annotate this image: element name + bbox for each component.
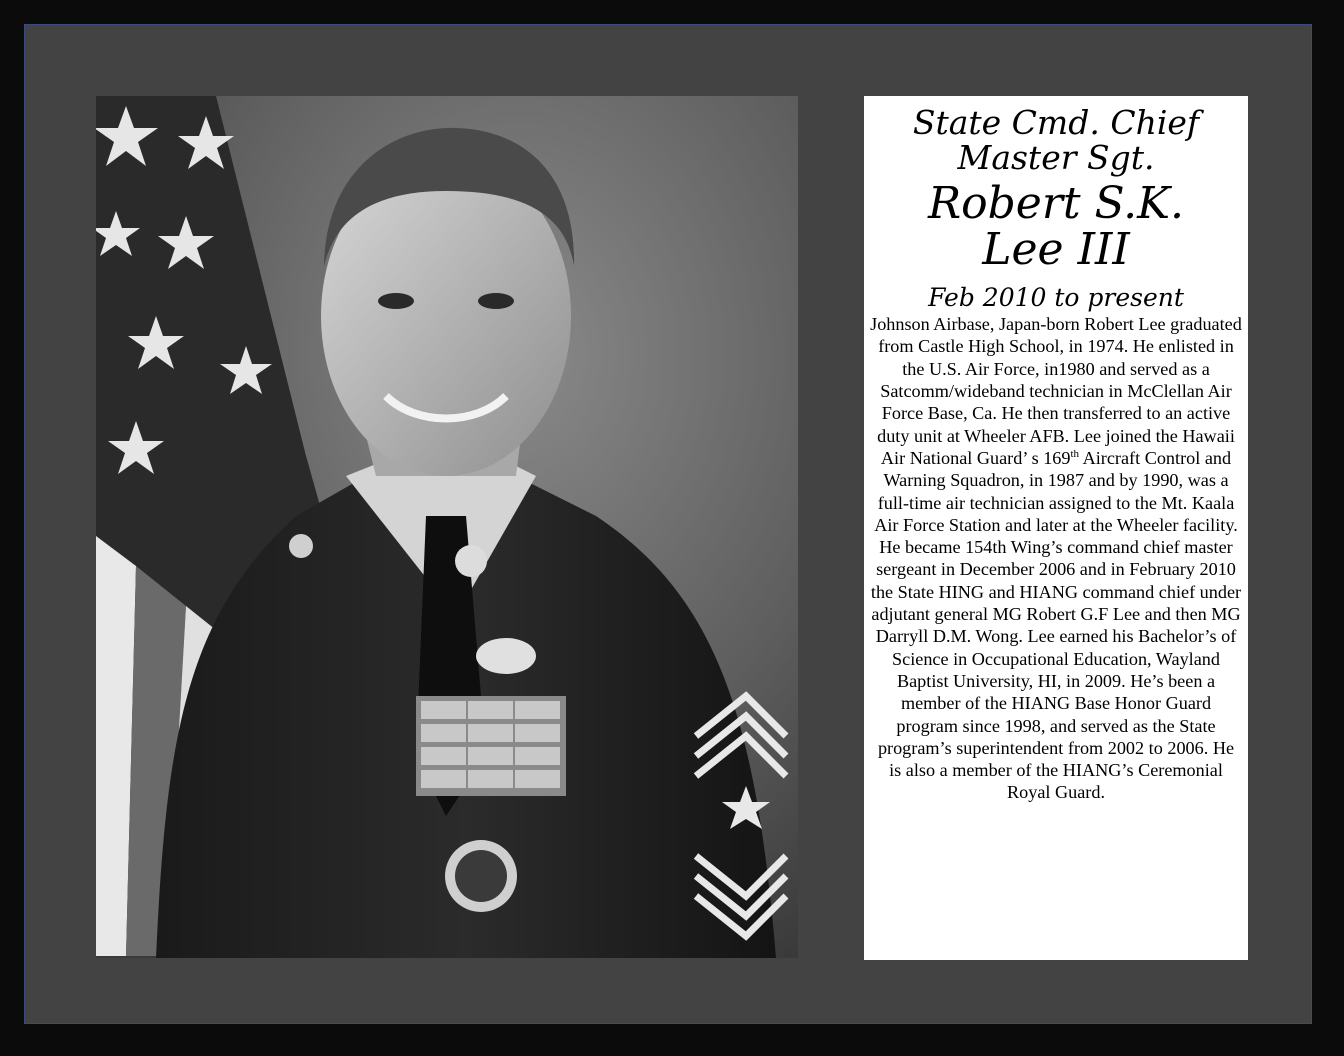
biography-part-2: Aircraft Control and Warning Squadron, in 1987 and by 1990, was a full-time air technician assigned to the Mt. Kaala Air Force Station and later at the Wheeler facility. He became 154th Wing’s command chief master sergeant in December 2006 and in February 2010 the State HING and HIANG command chief under adjutant general MG Robert G.F Lee and then MG Darryll D.M. Wong. Lee earned his Bachelor’s of Science in Occupational Education, Wayland Baptist University, HI, in 2009. He’s been a member of the HIANG Base Honor Guard program since 1998, and served as the State program’s superintendent from 2002 to 2006. He is also a member of the HIANG’s Ceremonial Royal Guard. bbox=[870, 447, 1242, 803]
us-collar-insignia-icon bbox=[455, 545, 487, 577]
portrait-illustration bbox=[96, 96, 798, 958]
biography-text bbox=[870, 313, 1242, 804]
rank-title-line-1: State Cmd. Chief bbox=[912, 103, 1200, 142]
badge-icon bbox=[476, 638, 536, 674]
name-line-2: Lee III bbox=[982, 224, 1130, 276]
portrait-photo bbox=[96, 96, 798, 958]
bio-panel bbox=[864, 96, 1248, 960]
ribbon-rack bbox=[416, 696, 566, 796]
biography-part-1: Johnson Airbase, Japan-born Robert Lee graduated from Castle High School, in 1974. He enlisted in the U.S. Air Force, in1980 and served as a Satcomm/wideband technician in McClellan Air Force Base, Ca. He then transferred to an active duty unit at Wheeler AFB. Lee joined the Hawaii Air National Guard’ s 169 bbox=[870, 314, 1242, 468]
tenure-dates: Feb 2010 to present bbox=[928, 282, 1184, 312]
honor-guard-patch-icon bbox=[445, 840, 517, 912]
name-line-1: Robert S.K. bbox=[928, 178, 1184, 230]
rank-title-line-2: Master Sgt. bbox=[957, 137, 1155, 177]
biography-superscript: th bbox=[1070, 447, 1080, 460]
